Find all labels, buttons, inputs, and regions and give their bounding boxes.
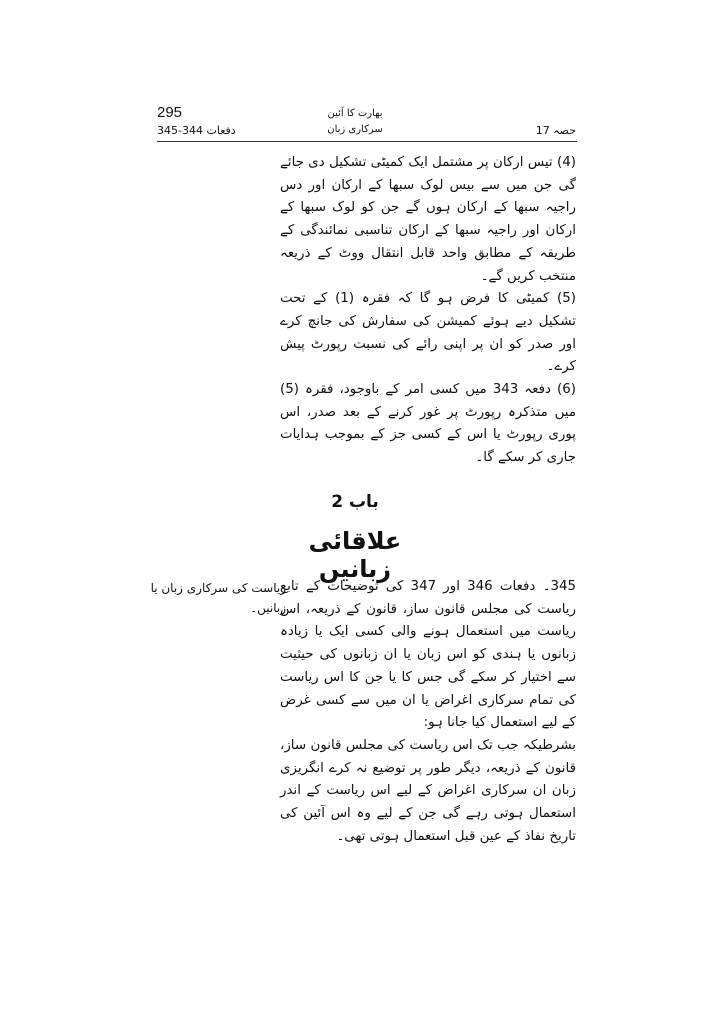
article-345-proviso: بشرطیکہ جب تک اس ریاست کی مجلس قانون ساز، قانون کے ذریعہ، دیگر طور پر توضیع نہ کرے انگریزی زبان ان سرکاری اغراض کے لیے اس ریاست کے اندر استعمال ہوتی رہے گی جن کے لیے وہ اس آئین کی تاریخ نفاذ کے عین قبل استعمال ہوتی تھی۔: [280, 737, 576, 844]
chapter-title: علاقائی زبانیں: [308, 527, 402, 583]
running-header-articles: دفعات 344-345: [157, 124, 236, 137]
chapter-number: باب 2: [331, 492, 379, 512]
margin-note: ریاست کی سرکاری زبان یا زبانیں۔: [150, 581, 286, 615]
article-345-body: 345۔ دفعات 346 اور 347 کی توضیحات کے تابع ریاست کی مجلس قانون ساز، قانون کے ذریعہ، اس ریاست میں استعمال ہونے والی کسی ایک یا زیادہ زبانوں یا ہندی کو اس زبان یا ان زبانوں کی حیثیت سے اختیار کر سکے گی جس کا یا جن کا اس ریاست کی تمام سرکاری اغراض یا ان میں سے کسی غرض کے لیے استعمال کیا جانا ہو:: [280, 579, 576, 731]
clause-6: (6) دفعہ 343 میں کسی امر کے باوجود، فقرہ (5) میں متذکرہ رپورٹ پر غور کرنے کے بعد صدر، اس پوری رپورٹ یا اس کے کسی جز کے بموجب ہدایات جاری کر سکے گا۔: [280, 382, 576, 466]
header-divider: [157, 141, 577, 142]
clause-5: (5) کمیٹی کا فرض ہو گا کہ فقرہ (1) کے تحت تشکیل دیے ہوئے کمیشن کی سفارش کی جانچ کرے اور صدر کو ان پر اپنی رائے کی نسبت رپورٹ پیش کرے۔: [280, 291, 576, 375]
article-345: [280, 576, 576, 848]
clause-4: (4) تیس ارکان پر مشتمل ایک کمیٹی تشکیل دی جائے گی جن میں سے بیس لوک سبھا کے ارکان اور دس راجیہ سبھا کے ارکان ہوں گے جن کو لوک سبھا کے ارکان اور راجیہ سبھا کے ارکان تناسبی نمائندگی کے طریقہ کے مطابق واحد قابل انتقال ووٹ کے ذریعہ منتخب کریں گے۔: [280, 155, 576, 284]
page-number: 295: [157, 104, 183, 121]
running-header-subtitle: سرکاری زبان: [327, 124, 383, 135]
running-header-title: بھارت کا آئین: [327, 108, 383, 119]
article-344-clauses: [280, 152, 576, 470]
running-header-part: حصہ 17: [535, 124, 576, 137]
